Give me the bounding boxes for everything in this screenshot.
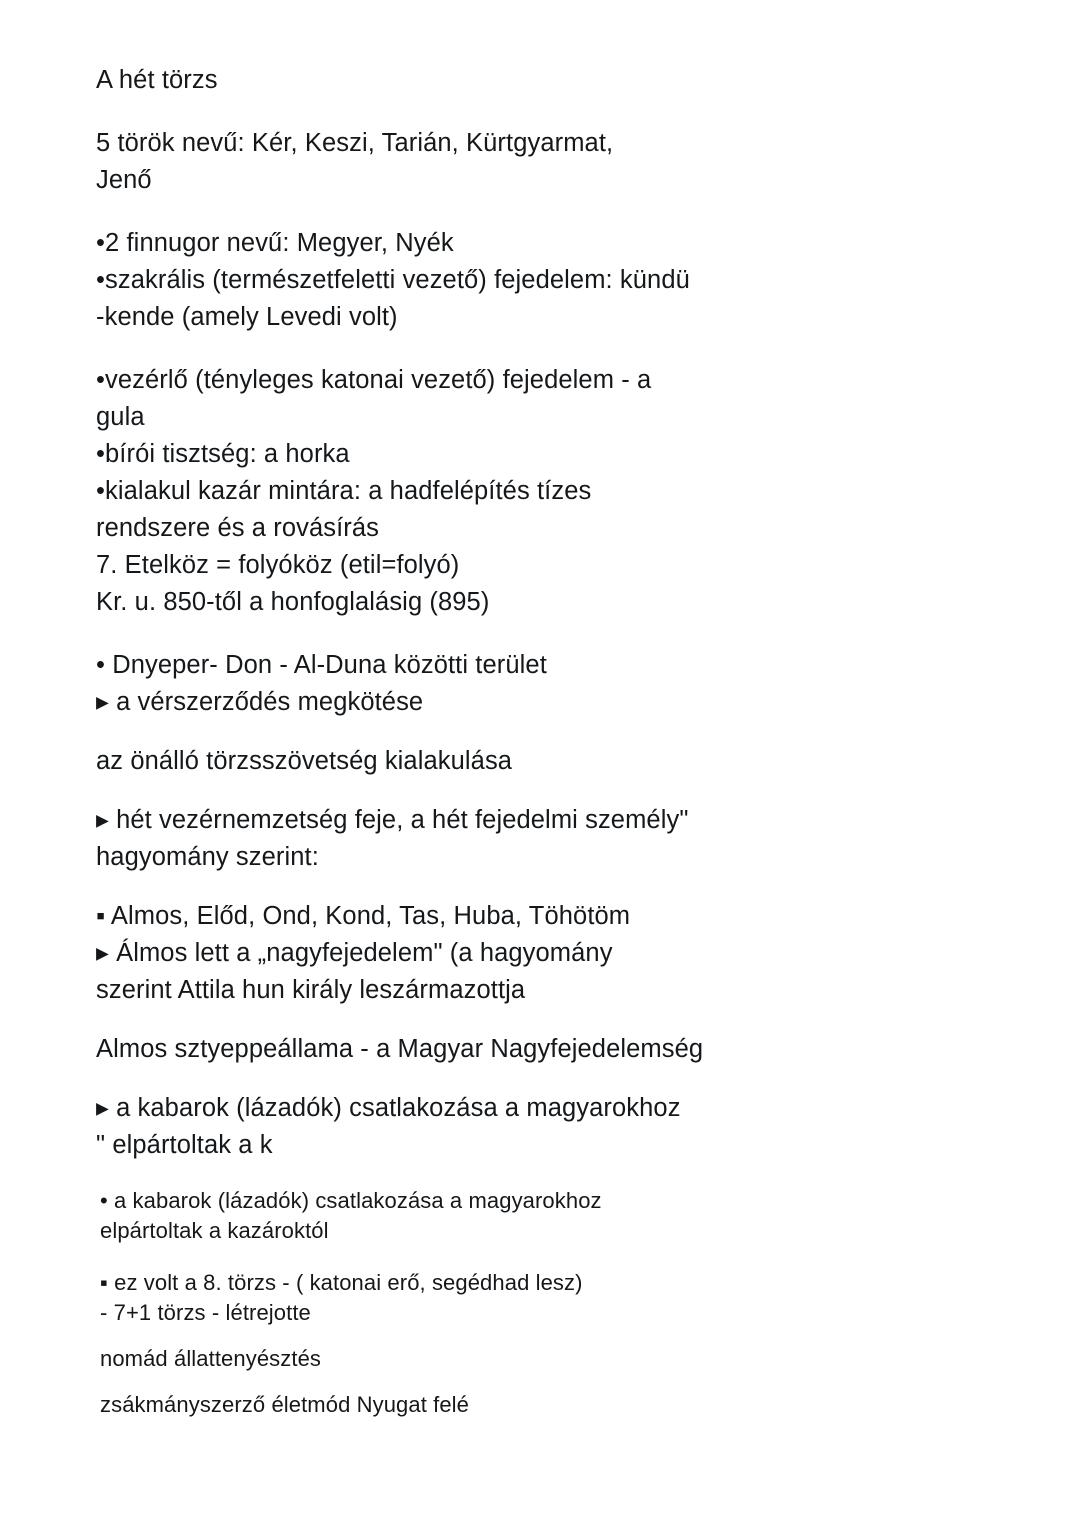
text-line: • a kabarok (lázadók) csatlakozása a magyarokhoz (100, 1188, 602, 1213)
paragraph-spacer (96, 876, 996, 898)
text-line: -kende (amely Levedi volt) (96, 303, 398, 331)
text-line: elpártoltak a kazároktól (100, 1218, 329, 1243)
text-line: rendszere és a rovásírás (96, 514, 380, 542)
text-line: zsákmányszerző életmód Nyugat felé (100, 1392, 470, 1417)
paragraph-spacer (96, 1068, 996, 1090)
text-line: szerint Attila hun király leszármazottja (96, 976, 526, 1004)
paragraph-spacer (96, 721, 996, 743)
text-line: ▪ Almos, Előd, Ond, Kond, Tas, Huba, Töhötöm (96, 902, 631, 930)
text-block-finnugor-es-szakralis (96, 225, 996, 336)
text-block-nyolcadik-torzs (96, 1268, 996, 1328)
document-body (96, 62, 996, 1420)
text-line: •vezérlő (tényleges katonai vezető) fejedelem - a (96, 366, 652, 394)
text-line: ▸ a kabarok (lázadók) csatlakozása a magyarokhoz (96, 1094, 681, 1122)
paragraph-spacer (96, 780, 996, 802)
text-line: • Dnyeper- Don - Al-Duna közötti terület (96, 651, 547, 679)
text-block-kabarok-1 (96, 1090, 996, 1164)
text-line: ▸ a vérszerződés megkötése (96, 688, 424, 716)
text-line: " elpártoltak a k (96, 1131, 273, 1159)
text-block-zsakmanyszerzo (96, 1390, 996, 1420)
text-block-heading (96, 62, 996, 99)
text-block-kabarok-2 (96, 1186, 996, 1246)
paragraph-spacer (96, 1328, 996, 1344)
text-line: 7. Etelköz = folyóköz (etil=folyó) (96, 551, 460, 579)
paragraph-spacer (96, 1009, 996, 1031)
text-block-vezerek-nevei (96, 898, 996, 1009)
text-line: ▪ ez volt a 8. törzs - ( katonai erő, segédhad lesz) (100, 1270, 583, 1295)
text-line: •bírói tisztség: a horka (96, 440, 350, 468)
text-line: 5 török nevű: Kér, Keszi, Tarián, Kürtgyarmat, (96, 129, 614, 157)
text-line: •2 finnugor nevű: Megyer, Nyék (96, 229, 454, 257)
text-line: az önálló törzsszövetség kialakulása (96, 747, 513, 775)
text-line: Jenő (96, 166, 152, 194)
text-block-het-vezernemzetseg (96, 802, 996, 876)
text-line: - 7+1 törzs - létrejotte (100, 1300, 311, 1325)
paragraph-spacer (96, 621, 996, 647)
paragraph-spacer (96, 99, 996, 125)
text-line: Kr. u. 850-től a honfoglalásig (895) (96, 588, 490, 616)
paragraph-spacer (96, 1246, 996, 1268)
text-line: Almos sztyeppeállama - a Magyar Nagyfejedelemség (96, 1035, 704, 1063)
text-block-almos-sztyeppeallama (96, 1031, 996, 1068)
paragraph-spacer (96, 1164, 996, 1186)
text-line: •szakrális (természetfeletti vezető) fejedelem: kündü (96, 266, 690, 294)
text-block-torok-nevu (96, 125, 996, 199)
paragraph-spacer (96, 336, 996, 362)
text-block-dnyeper-verszerzodes (96, 647, 996, 721)
paragraph-spacer (96, 1374, 996, 1390)
text-block-nomad-allattenyesztes (96, 1344, 996, 1374)
text-line: hagyomány szerint: (96, 843, 319, 871)
text-line: ▸ hét vezérnemzetség feje, a hét fejedelmi személy" (96, 806, 689, 834)
text-line: •kialakul kazár mintára: a hadfelépítés tízes (96, 477, 592, 505)
text-line: A hét törzs (96, 66, 218, 94)
text-line: ▸ Álmos lett a „nagyfejedelem" (a hagyomány (96, 939, 613, 967)
text-line: nomád állattenyésztés (100, 1346, 322, 1371)
text-block-vezerlo-birоi-kialakul (96, 362, 996, 621)
text-line: gula (96, 403, 145, 431)
paragraph-spacer (96, 199, 996, 225)
text-block-torzsszovetseg (96, 743, 996, 780)
